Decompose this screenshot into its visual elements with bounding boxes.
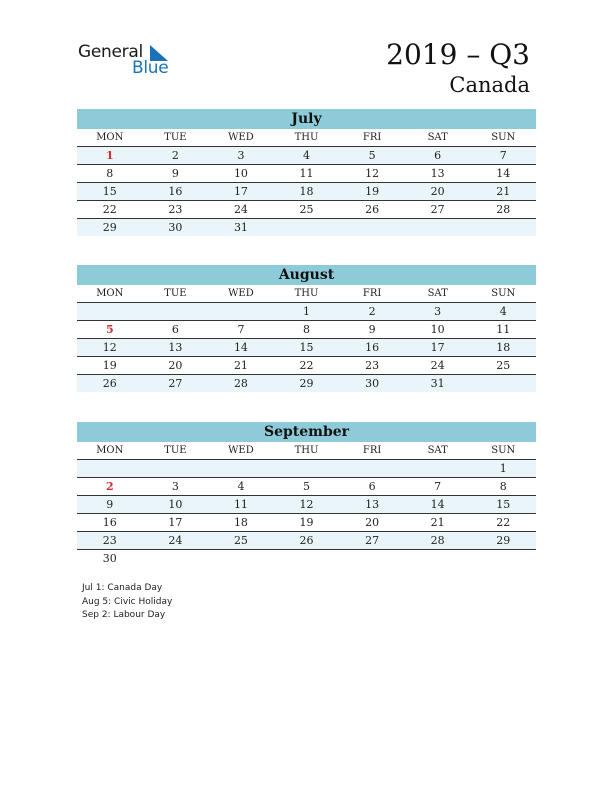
day-cell [208,460,274,477]
weekday-label: TUE [164,132,187,143]
weekday-label: SAT [427,132,448,143]
day-cell: 29 [299,377,314,390]
week-row [77,183,536,201]
day-cell: 22 [299,359,314,372]
day-cell: 13 [430,167,445,180]
day-cell: 2 [105,480,114,493]
weekday-label: TUE [164,445,187,456]
month-august [77,265,536,392]
day-cell: 9 [368,323,376,336]
day-cell: 30 [365,377,380,390]
day-cell [143,550,209,567]
weekday-label: SUN [491,288,516,299]
day-cell: 18 [299,185,314,198]
day-cell: 8 [499,480,507,493]
day-cell: 4 [303,149,311,162]
weekday-label: MON [96,288,124,299]
day-cell [274,460,340,477]
day-cell: 28 [233,377,248,390]
weekday-header-row [77,285,536,303]
day-cell: 23 [365,359,380,372]
day-cell [405,550,471,567]
day-cell: 11 [233,498,248,511]
day-cell: 27 [365,534,380,547]
day-cell: 10 [233,167,248,180]
day-cell: 8 [303,323,311,336]
day-cell: 16 [168,185,183,198]
day-cell: 7 [434,480,442,493]
day-cell: 25 [299,203,314,216]
weekday-label: WED [228,288,254,299]
day-cell: 16 [365,341,380,354]
holiday-note: Jul 1: Canada Day [82,583,163,593]
day-cell: 21 [233,359,248,372]
day-cell: 11 [299,167,314,180]
day-cell: 10 [168,498,183,511]
day-cell: 10 [430,323,445,336]
day-cell: 14 [233,341,248,354]
day-cell [339,219,405,236]
weekday-label: TUE [164,288,187,299]
day-cell: 27 [430,203,445,216]
day-cell: 6 [434,149,442,162]
day-cell: 13 [365,498,380,511]
day-cell: 29 [496,534,511,547]
weekday-label: WED [228,132,254,143]
day-cell: 26 [299,534,314,547]
week-row [77,321,536,339]
day-cell: 11 [496,323,511,336]
week-row [77,165,536,183]
day-cell: 24 [168,534,183,547]
week-row [77,478,536,496]
month-july [77,109,536,236]
day-cell: 17 [168,516,183,529]
logo-text-blue: Blue [132,58,169,78]
day-cell: 7 [499,149,507,162]
day-cell: 6 [368,480,376,493]
day-cell: 19 [299,516,314,529]
weekday-label: THU [294,288,319,299]
day-cell [339,460,405,477]
day-cell: 24 [430,359,445,372]
day-cell: 15 [299,341,314,354]
day-cell: 16 [102,516,117,529]
day-cell [405,460,471,477]
day-cell: 2 [171,149,179,162]
day-cell: 20 [430,185,445,198]
day-cell: 4 [499,305,507,318]
day-cell: 24 [233,203,248,216]
weekday-label: WED [228,445,254,456]
day-cell: 1 [499,462,507,475]
day-cell: 14 [430,498,445,511]
weekday-label: THU [294,132,319,143]
holiday-note: Aug 5: Civic Holiday [82,596,173,607]
day-cell: 21 [496,185,511,198]
day-cell: 5 [368,149,376,162]
day-cell: 30 [102,552,117,565]
week-row [77,303,536,321]
day-cell: 30 [168,221,183,234]
day-cell: 2 [368,305,376,318]
day-cell: 21 [430,516,445,529]
day-cell: 7 [237,323,245,336]
day-cell [77,303,143,320]
day-cell: 12 [365,167,380,180]
day-cell: 4 [237,480,245,493]
day-cell: 25 [496,359,511,372]
week-row [77,550,536,567]
weekday-label: SUN [491,445,516,456]
weekday-header-row [77,129,536,147]
week-row [77,339,536,357]
day-cell: 26 [102,377,117,390]
day-cell: 19 [365,185,380,198]
day-cell: 15 [496,498,511,511]
weekday-header-row [77,442,536,460]
logo [78,42,178,78]
weekday-label: SAT [427,445,448,456]
day-cell: 28 [496,203,511,216]
holiday-notes [82,582,172,623]
day-cell: 14 [496,167,511,180]
day-cell: 20 [365,516,380,529]
weekday-label: SAT [427,288,448,299]
week-row [77,201,536,219]
day-cell [274,219,340,236]
day-cell: 12 [102,341,117,354]
day-cell [208,303,274,320]
day-cell: 22 [496,516,511,529]
day-cell [143,460,209,477]
day-cell: 19 [102,359,117,372]
day-cell [405,219,471,236]
weekday-label: FRI [362,132,382,143]
day-cell: 5 [303,480,311,493]
page-subtitle: Canada [449,73,530,97]
holiday-note: Sep 2: Labour Day [82,610,166,620]
month-title: July [77,109,536,129]
week-row [77,496,536,514]
day-cell: 25 [233,534,248,547]
day-cell: 3 [171,480,179,493]
day-cell: 9 [171,167,179,180]
week-row [77,460,536,478]
day-cell [77,460,143,477]
day-cell [470,375,536,392]
day-cell [470,219,536,236]
day-cell: 23 [168,203,183,216]
day-cell: 15 [102,185,117,198]
weekday-label: SUN [491,132,516,143]
month-title: September [77,422,536,442]
day-cell: 9 [106,498,114,511]
weekday-label: THU [294,445,319,456]
day-cell [470,550,536,567]
day-cell: 26 [365,203,380,216]
day-cell: 31 [233,221,248,234]
page-title: 2019 – Q3 [386,38,530,71]
week-row [77,532,536,550]
day-cell: 6 [171,323,179,336]
day-cell: 1 [105,149,114,162]
week-row [77,514,536,532]
day-cell: 27 [168,377,183,390]
day-cell: 1 [303,305,311,318]
day-cell [143,303,209,320]
day-cell: 17 [430,341,445,354]
day-cell [208,550,274,567]
day-cell: 28 [430,534,445,547]
day-cell: 17 [233,185,248,198]
week-row [77,147,536,165]
weekday-label: FRI [362,445,382,456]
day-cell: 8 [106,167,114,180]
week-row [77,375,536,392]
day-cell: 12 [299,498,314,511]
day-cell: 18 [496,341,511,354]
day-cell [339,550,405,567]
weekday-label: MON [96,132,124,143]
day-cell: 18 [233,516,248,529]
day-cell: 22 [102,203,117,216]
day-cell: 3 [237,149,245,162]
month-title: August [77,265,536,285]
day-cell: 20 [168,359,183,372]
day-cell [274,550,340,567]
day-cell: 29 [102,221,117,234]
week-row [77,357,536,375]
day-cell: 3 [434,305,442,318]
weekday-label: FRI [362,288,382,299]
weekday-label: MON [96,445,124,456]
day-cell: 31 [430,377,445,390]
logo-text-general: General [78,42,143,62]
day-cell: 23 [102,534,117,547]
week-row [77,219,536,236]
day-cell: 13 [168,341,183,354]
day-cell: 5 [105,323,114,336]
month-september [77,422,536,567]
